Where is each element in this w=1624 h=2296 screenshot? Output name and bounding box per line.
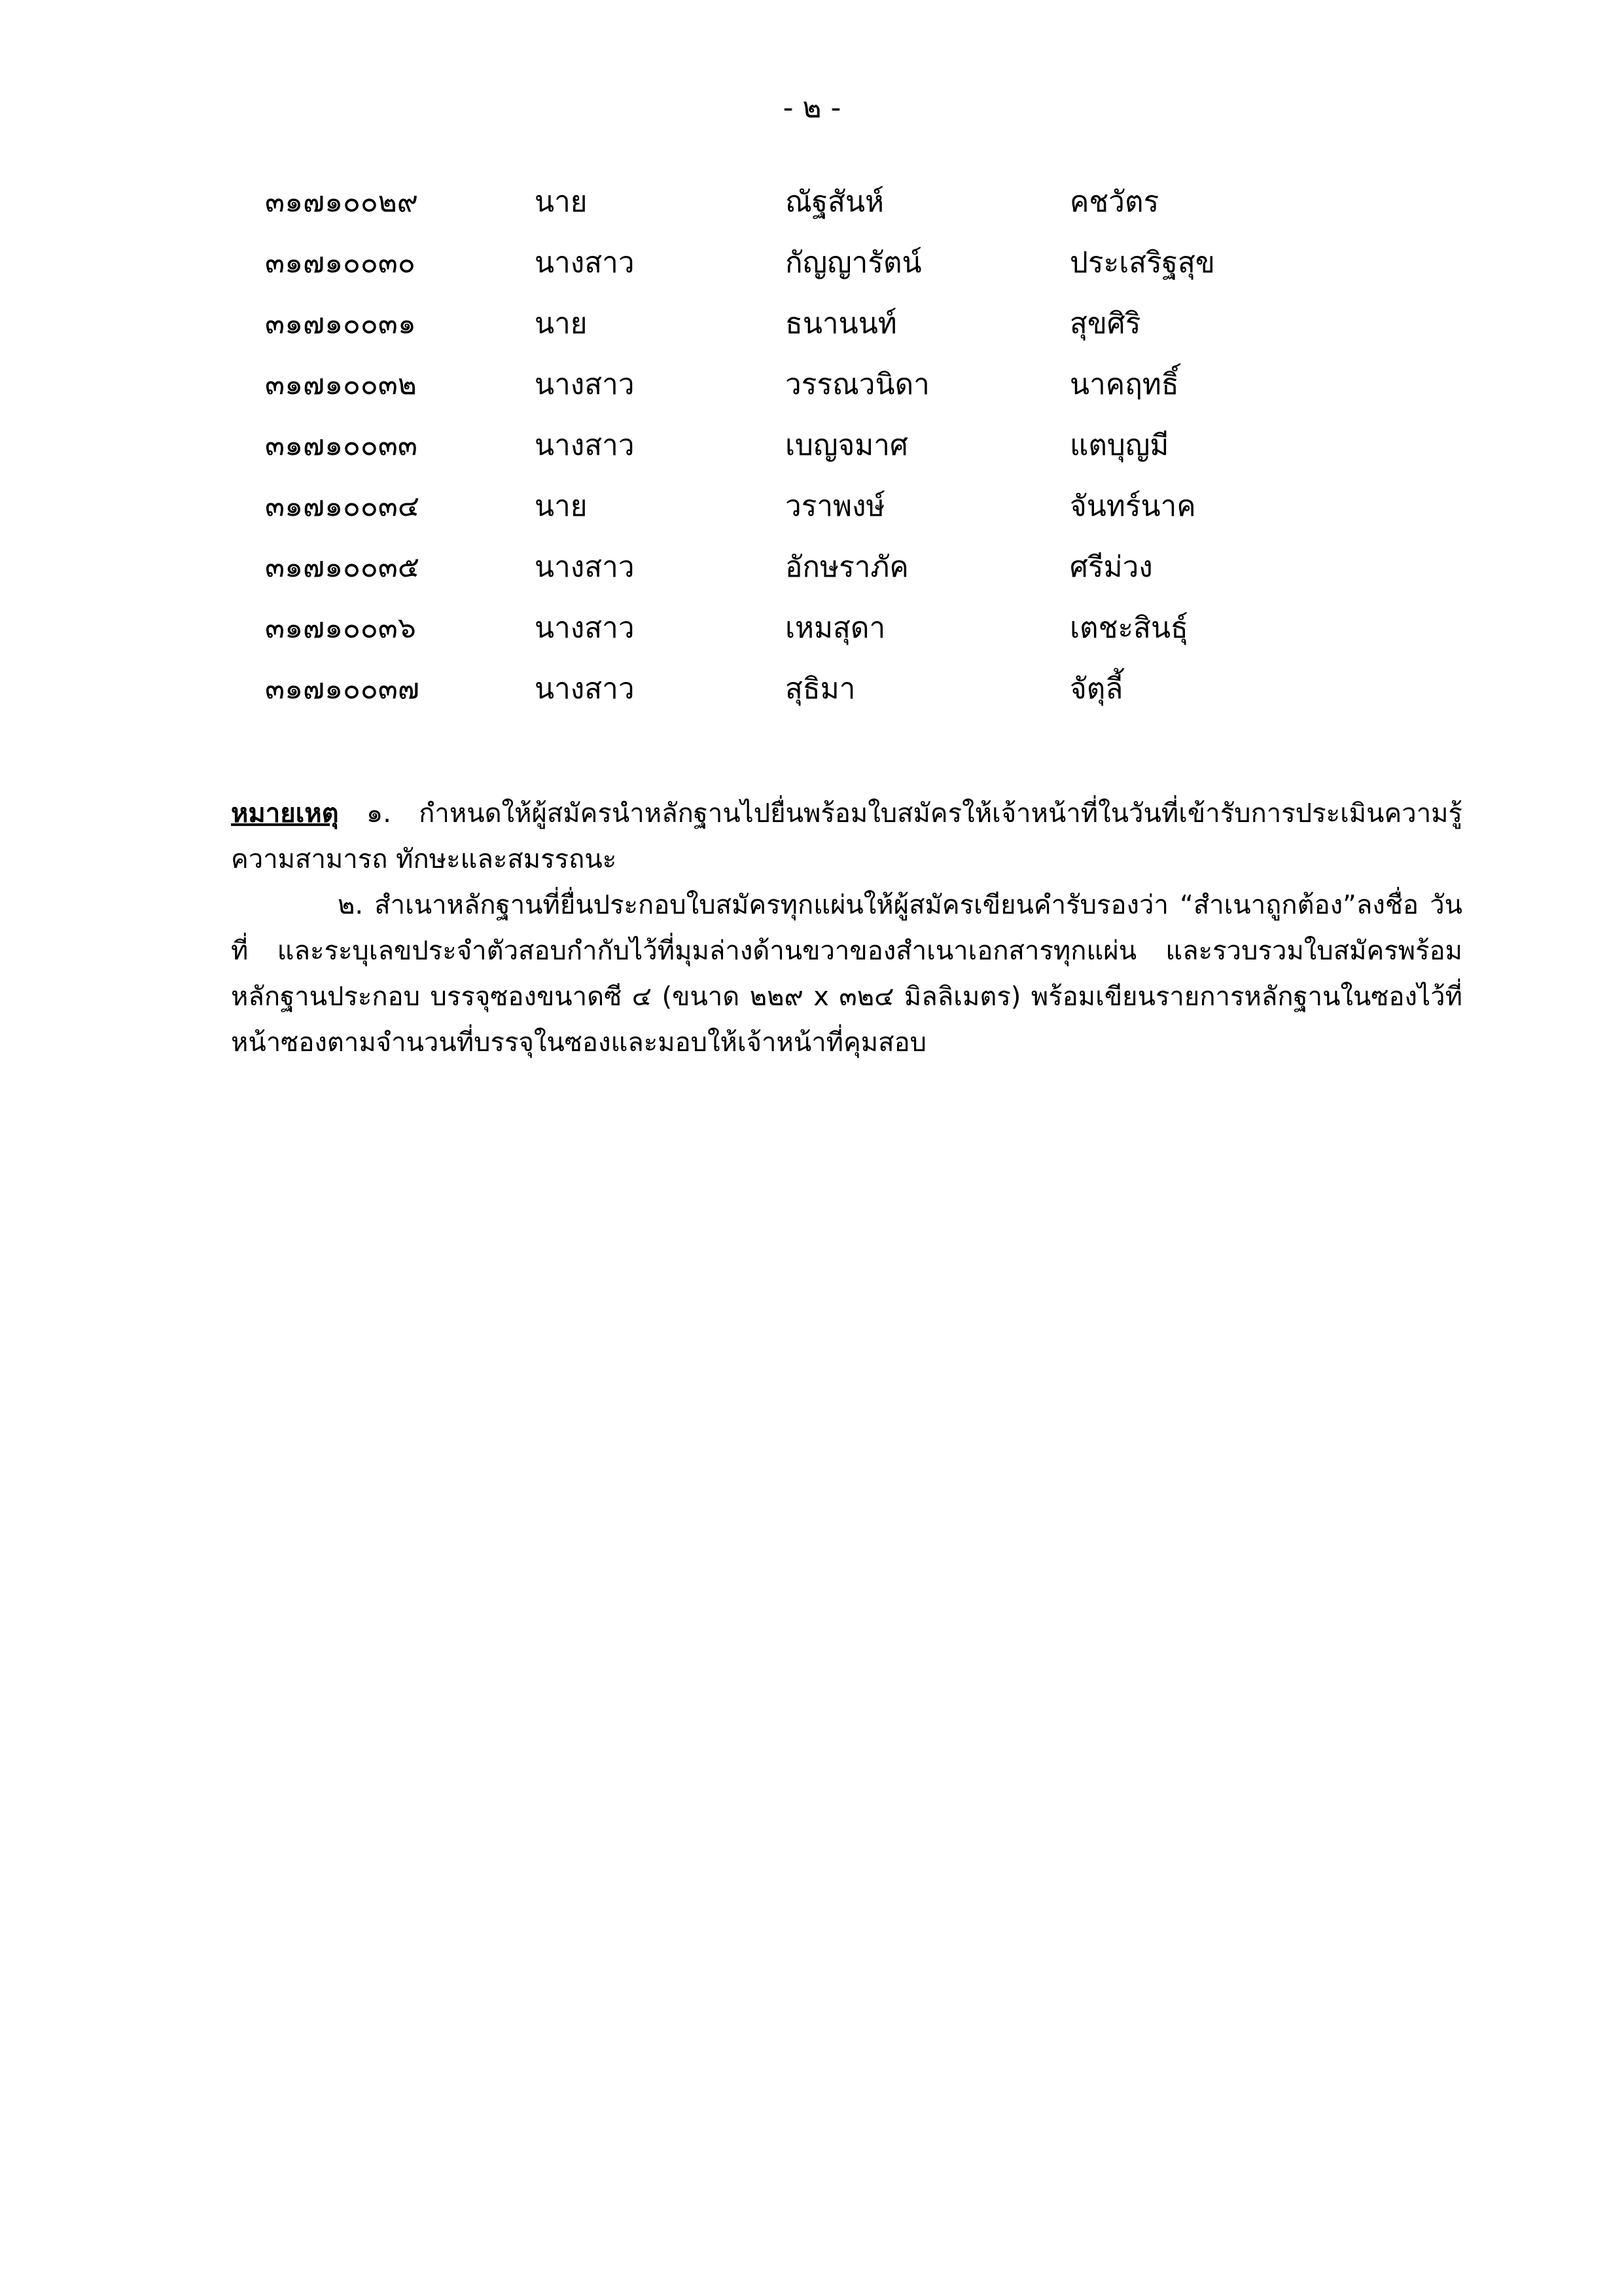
candidate-id: ๓๑๗๑๐๐๓๑ xyxy=(265,307,416,340)
candidate-id: ๓๑๗๑๐๐๓๗ xyxy=(265,672,419,706)
note-item-1 xyxy=(231,791,1462,882)
candidate-id: ๓๑๗๑๐๐๓๓ xyxy=(265,429,417,462)
candidate-title: นางสาว xyxy=(535,611,635,645)
candidate-id: ๓๑๗๑๐๐๓๐ xyxy=(265,246,415,279)
candidate-last-name: สุขศิริ xyxy=(1070,307,1141,340)
note-item-1-text: ๑. กำหนดให้ผู้สมัครนำหลักฐานไปยื่นพร้อมใบสมัครให้เจ้าหน้าที่ในวันที่เข้ารับการประเมินความรู้ ความสามารถ ทักษะและสมรรถนะ xyxy=(231,798,1462,874)
candidate-first-name: สุธิมา xyxy=(785,672,856,706)
candidate-last-name: จันทร์นาค xyxy=(1070,490,1196,523)
candidate-first-name: เหมสุดา xyxy=(785,611,886,645)
candidate-first-name: กัญญารัตน์ xyxy=(785,246,922,279)
candidate-title: นาย xyxy=(535,307,588,340)
candidate-first-name: วรรณวนิดา xyxy=(785,368,930,401)
candidate-id: ๓๑๗๑๐๐๓๒ xyxy=(265,368,417,401)
candidate-id: ๓๑๗๑๐๐๓๕ xyxy=(265,550,420,584)
notes-heading: หมายเหตุ xyxy=(231,798,339,829)
candidate-title: นางสาว xyxy=(535,550,635,584)
candidate-title: นางสาว xyxy=(535,429,635,462)
candidate-title: นางสาว xyxy=(535,672,635,706)
candidate-first-name: อักษราภัค xyxy=(785,550,909,584)
candidate-last-name: แตบุญมี xyxy=(1070,429,1169,462)
candidate-id: ๓๑๗๑๐๐๒๙ xyxy=(265,185,418,219)
page-number: - ๒ - xyxy=(783,91,841,124)
candidate-id: ๓๑๗๑๐๐๓๔ xyxy=(265,490,420,523)
candidate-last-name: ประเสริฐสุข xyxy=(1070,246,1215,279)
candidate-title: นาย xyxy=(535,185,588,219)
candidate-first-name: เบญจมาศ xyxy=(785,429,908,462)
candidate-last-name: จัตุลี้ xyxy=(1070,672,1123,706)
candidate-title: นาย xyxy=(535,490,588,523)
candidate-id: ๓๑๗๑๐๐๓๖ xyxy=(265,611,416,645)
note-item-2: ๒. สำเนาหลักฐานที่ยื่นประกอบใบสมัครทุกแผ่นให้ผู้สมัครเขียนคำรับรองว่า “สำเนาถูกต้อง”ลงชื่อ วันที่ และระบุเลขประจำตัวสอบกำกับไว้ที่มุมล่างด้านขวาของสำเนาเอกสารทุกแผ่น และรวบรวมใบสมัครพร้อมหลักฐานประกอบ บรรจุซองขนาดซี ๔ (ขนาด ๒๒๙ x ๓๒๔ มิลลิเมตร) พร้อมเขียนรายการหลักฐานในซองไว้ที่หน้าซองตามจำนวนที่บรรจุในซองและมอบให้เจ้าหน้าที่คุมสอบ xyxy=(231,890,1462,1058)
candidate-first-name: ณัฐสันห์ xyxy=(785,185,885,219)
candidate-last-name: เตชะสินธุ์ xyxy=(1070,611,1188,645)
candidate-last-name: คชวัตร xyxy=(1070,185,1159,219)
candidate-first-name: ธนานนท์ xyxy=(785,307,897,340)
candidate-title: นางสาว xyxy=(535,368,635,401)
candidate-last-name: นาคฤทธิ์ xyxy=(1070,368,1179,401)
candidate-title: นางสาว xyxy=(535,246,635,279)
notes-section xyxy=(231,791,1462,1066)
candidate-last-name: ศรีม่วง xyxy=(1070,550,1153,584)
candidate-first-name: วราพงษ์ xyxy=(785,490,885,523)
